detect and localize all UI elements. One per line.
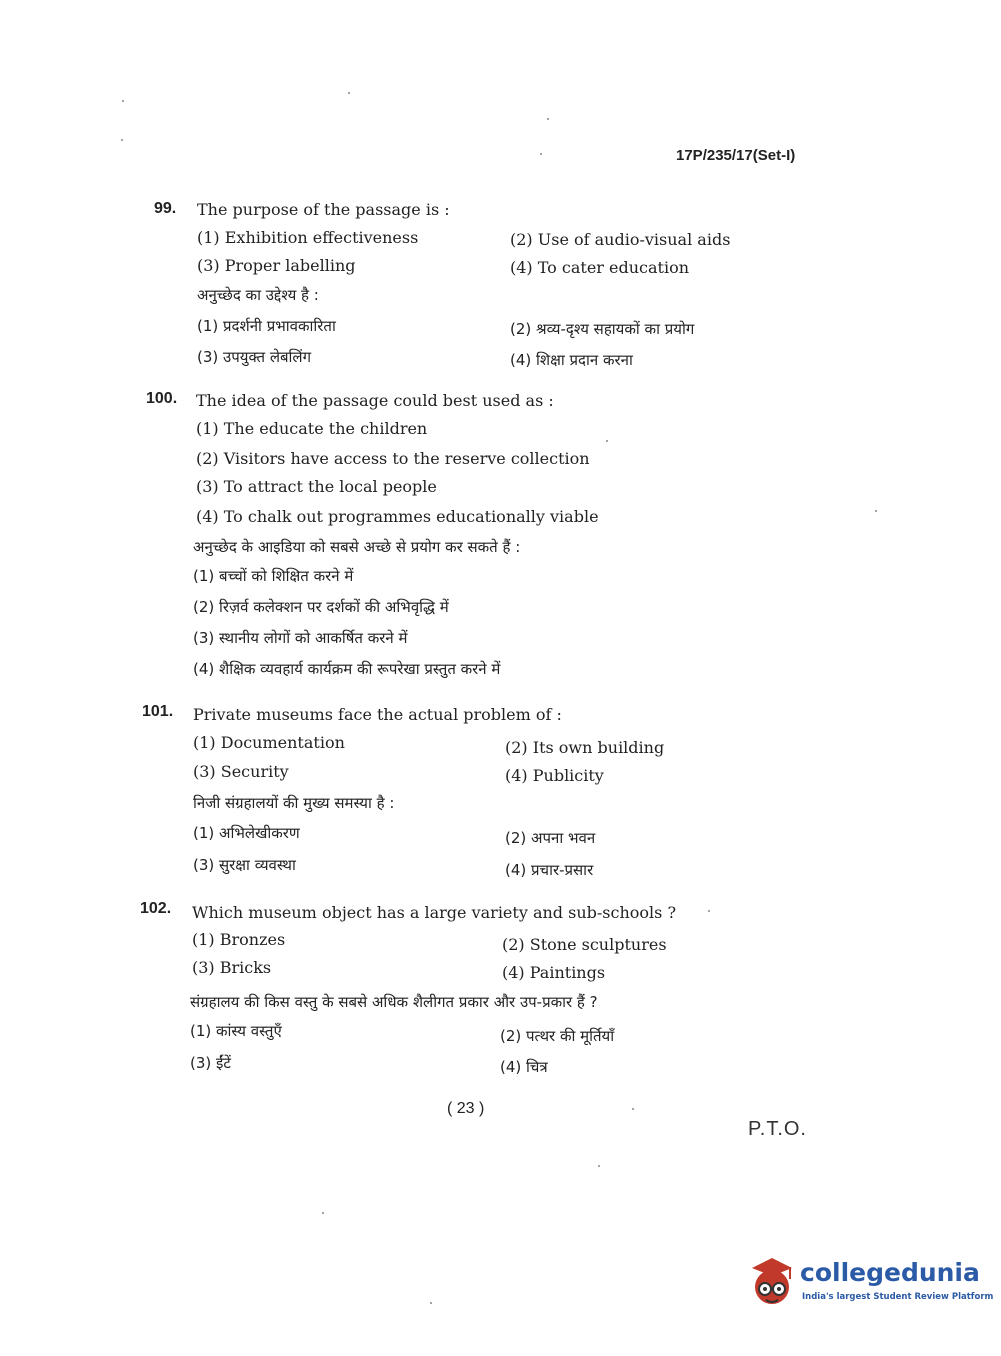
hindi-option: (2) पत्थर की मूर्तियाँ	[500, 1027, 615, 1045]
hindi-option: (3) स्थानीय लोगों को आकर्षित करने में	[193, 629, 408, 647]
option: (1) Documentation	[193, 733, 345, 752]
hindi-option: (3) उपयुक्त लेबलिंग	[197, 348, 312, 366]
option: (4) To chalk out programmes educationally viable	[196, 507, 599, 526]
option: (3) Proper labelling	[197, 256, 356, 275]
mascot-icon	[742, 1252, 802, 1312]
scan-speck	[547, 118, 549, 120]
hindi-option: (4) शिक्षा प्रदान करना	[510, 351, 633, 369]
scan-speck	[430, 1302, 432, 1304]
hindi-option: (3) ईंटें	[190, 1054, 231, 1072]
option: (3) Bricks	[192, 958, 272, 977]
question-number: 102.	[140, 900, 172, 917]
hindi-option: (2) रिज़र्व कलेक्शन पर दर्शकों की अभिवृद्धि में	[193, 598, 449, 616]
question-text: Private museums face the actual problem of :	[193, 705, 562, 724]
question-text: Which museum object has a large variety and sub-schools ?	[192, 903, 677, 922]
scan-speck	[322, 1212, 324, 1214]
page-number: ( 23 )	[447, 1100, 485, 1117]
hindi-option: (1) अभिलेखीकरण	[193, 824, 300, 842]
option: (4) To cater education	[510, 258, 690, 277]
scan-speck	[348, 92, 350, 94]
option: (1) Exhibition effectiveness	[197, 228, 419, 247]
scan-speck	[540, 153, 542, 155]
question-number: 101.	[142, 703, 174, 720]
option: (2) Visitors have access to the reserve collection	[196, 449, 590, 468]
scan-speck	[875, 510, 877, 512]
hindi-option: (1) कांस्य वस्तुएँ	[190, 1022, 282, 1040]
option: (2) Use of audio-visual aids	[510, 230, 731, 249]
question-text: The idea of the passage could best used as :	[196, 391, 554, 410]
brand-name: collegedunia	[800, 1258, 980, 1287]
scan-speck	[122, 100, 124, 102]
question-number: 99.	[154, 200, 177, 217]
scan-speck	[121, 139, 123, 141]
option: (1) The educate the children	[196, 419, 428, 438]
collegedunia-watermark	[742, 1252, 994, 1312]
option: (3) To attract the local people	[196, 477, 437, 496]
hindi-question-text: निजी संग्रहालयों की मुख्य समस्या है :	[193, 794, 395, 812]
hindi-option: (4) चित्र	[500, 1058, 548, 1076]
hindi-option: (4) प्रचार-प्रसार	[505, 861, 594, 879]
brand-tagline: India's largest Student Review Platform	[802, 1292, 994, 1302]
option: (2) Its own building	[505, 738, 665, 757]
option: (3) Security	[193, 762, 289, 781]
option: (2) Stone sculptures	[502, 935, 667, 954]
hindi-option: (1) बच्चों को शिक्षित करने में	[193, 567, 354, 585]
pto-label: P.T.O.	[748, 1118, 807, 1140]
hindi-option: (4) शैक्षिक व्यवहार्य कार्यक्रम की रूपरेखा प्रस्तुत करने में	[193, 660, 501, 678]
hindi-option: (2) श्रव्य-दृश्य सहायकों का प्रयोग	[510, 320, 695, 338]
scan-speck	[708, 910, 710, 912]
scan-speck	[632, 1108, 634, 1110]
option: (4) Paintings	[502, 963, 606, 982]
scan-speck	[606, 440, 608, 442]
hindi-question-text: संग्रहालय की किस वस्तु के सबसे अधिक शैलीगत प्रकार और उप-प्रकार हैं ?	[190, 993, 598, 1011]
hindi-question-text: अनुच्छेद का उद्देश्य है :	[197, 286, 319, 304]
hindi-question-text: अनुच्छेद के आइडिया को सबसे अच्छे से प्रयोग कर सकते हैं :	[193, 538, 521, 556]
paper-code: 17P/235/17(Set-I)	[676, 147, 796, 164]
option: (1) Bronzes	[192, 930, 286, 949]
option: (4) Publicity	[505, 766, 604, 785]
question-text: The purpose of the passage is :	[197, 200, 450, 219]
scan-speck	[598, 1165, 600, 1167]
hindi-option: (2) अपना भवन	[505, 829, 596, 847]
hindi-option: (3) सुरक्षा व्यवस्था	[193, 856, 296, 874]
question-number: 100.	[146, 390, 178, 407]
hindi-option: (1) प्रदर्शनी प्रभावकारिता	[197, 317, 336, 335]
